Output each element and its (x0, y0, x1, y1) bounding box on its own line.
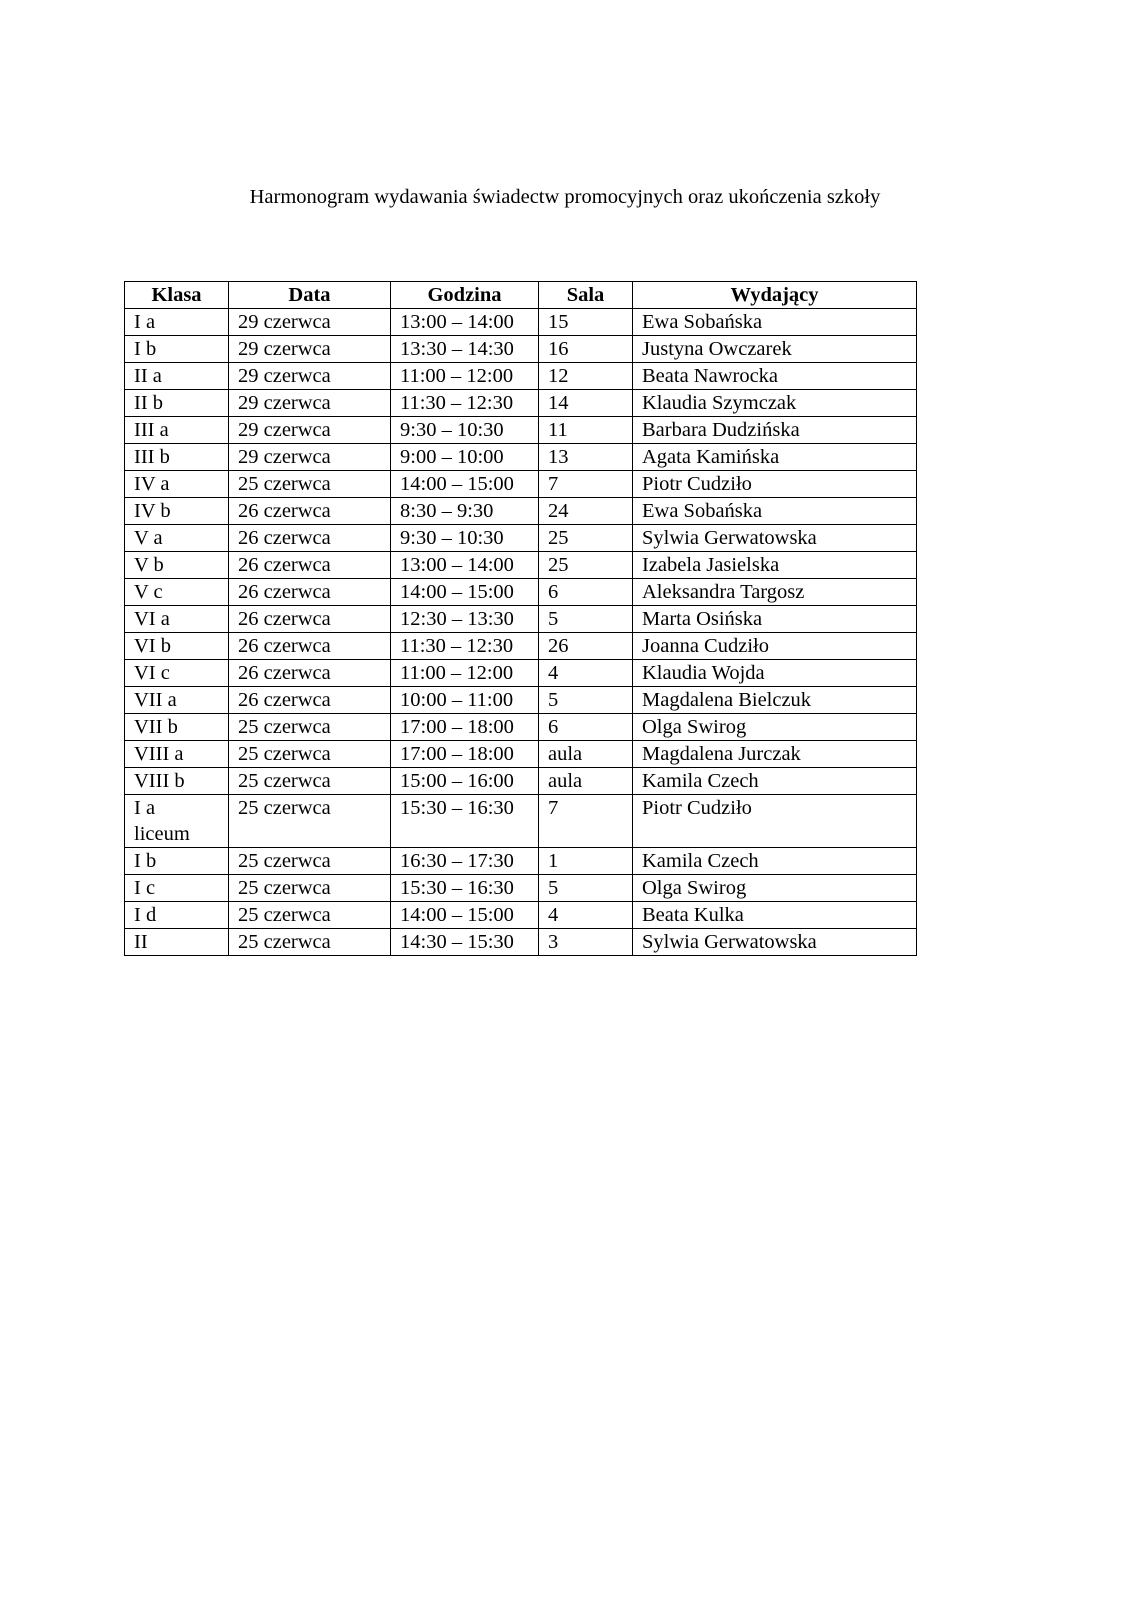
cell-sala: 12 (539, 363, 633, 390)
cell-sala: 26 (539, 633, 633, 660)
cell-sala: 5 (539, 875, 633, 902)
cell-data: 25 czerwca (229, 795, 391, 848)
cell-data: 29 czerwca (229, 417, 391, 444)
table-row (125, 309, 917, 336)
cell-sala: 1 (539, 848, 633, 875)
cell-data: 26 czerwca (229, 552, 391, 579)
cell-data: 29 czerwca (229, 390, 391, 417)
cell-godzina: 12:30 – 13:30 (391, 606, 539, 633)
table-row (125, 444, 917, 471)
table-row (125, 498, 917, 525)
cell-data: 26 czerwca (229, 498, 391, 525)
cell-wydajacy: Justyna Owczarek (633, 336, 917, 363)
cell-godzina: 11:30 – 12:30 (391, 633, 539, 660)
cell-klasa: VIII a (125, 741, 229, 768)
cell-klasa: II a (125, 363, 229, 390)
cell-klasa: VI c (125, 660, 229, 687)
table-row (125, 525, 917, 552)
cell-godzina: 15:30 – 16:30 (391, 875, 539, 902)
header-wydajacy: Wydający (633, 282, 917, 309)
header-klasa: Klasa (125, 282, 229, 309)
cell-sala: 4 (539, 902, 633, 929)
table-row (125, 795, 917, 848)
table-row (125, 336, 917, 363)
cell-wydajacy: Magdalena Bielczuk (633, 687, 917, 714)
table-row (125, 633, 917, 660)
cell-data: 29 czerwca (229, 444, 391, 471)
page-title: Harmonogram wydawania świadectw promocyjnych oraz ukończenia szkoły (249, 186, 881, 208)
table-row (125, 768, 917, 795)
table-row (125, 579, 917, 606)
cell-sala: 7 (539, 795, 633, 848)
cell-klasa: III a (125, 417, 229, 444)
cell-wydajacy: Ewa Sobańska (633, 498, 917, 525)
cell-godzina: 15:00 – 16:00 (391, 768, 539, 795)
cell-godzina: 17:00 – 18:00 (391, 741, 539, 768)
cell-data: 25 czerwca (229, 875, 391, 902)
cell-data: 26 czerwca (229, 660, 391, 687)
cell-klasa: VIII b (125, 768, 229, 795)
cell-wydajacy: Aleksandra Targosz (633, 579, 917, 606)
cell-wydajacy: Magdalena Jurczak (633, 741, 917, 768)
cell-klasa: V c (125, 579, 229, 606)
cell-klasa: I c (125, 875, 229, 902)
cell-sala: 16 (539, 336, 633, 363)
cell-data: 29 czerwca (229, 363, 391, 390)
cell-wydajacy: Olga Swirog (633, 875, 917, 902)
cell-godzina: 8:30 – 9:30 (391, 498, 539, 525)
cell-klasa: VI b (125, 633, 229, 660)
cell-data: 26 czerwca (229, 687, 391, 714)
cell-sala: 6 (539, 714, 633, 741)
table-row (125, 929, 917, 956)
table-row (125, 363, 917, 390)
cell-godzina: 14:30 – 15:30 (391, 929, 539, 956)
cell-data: 25 czerwca (229, 741, 391, 768)
cell-data: 26 czerwca (229, 525, 391, 552)
cell-godzina: 14:00 – 15:00 (391, 579, 539, 606)
cell-data: 25 czerwca (229, 929, 391, 956)
table-row (125, 848, 917, 875)
cell-data: 29 czerwca (229, 336, 391, 363)
cell-klasa: I a liceum (125, 795, 229, 848)
cell-data: 29 czerwca (229, 309, 391, 336)
cell-wydajacy: Beata Nawrocka (633, 363, 917, 390)
cell-data: 26 czerwca (229, 633, 391, 660)
cell-wydajacy: Sylwia Gerwatowska (633, 929, 917, 956)
header-sala: Sala (539, 282, 633, 309)
cell-sala: 6 (539, 579, 633, 606)
table-row (125, 471, 917, 498)
table-body (125, 309, 917, 956)
cell-godzina: 15:30 – 16:30 (391, 795, 539, 848)
header-data: Data (229, 282, 391, 309)
cell-klasa: V a (125, 525, 229, 552)
cell-godzina: 13:30 – 14:30 (391, 336, 539, 363)
table-header-row (125, 282, 917, 309)
cell-klasa: VII b (125, 714, 229, 741)
cell-klasa: V b (125, 552, 229, 579)
cell-godzina: 11:00 – 12:00 (391, 660, 539, 687)
cell-godzina: 9:00 – 10:00 (391, 444, 539, 471)
table-row (125, 687, 917, 714)
cell-sala: 7 (539, 471, 633, 498)
cell-godzina: 11:00 – 12:00 (391, 363, 539, 390)
cell-sala: 13 (539, 444, 633, 471)
cell-sala: aula (539, 768, 633, 795)
cell-wydajacy: Agata Kamińska (633, 444, 917, 471)
cell-wydajacy: Kamila Czech (633, 848, 917, 875)
table-row (125, 875, 917, 902)
cell-wydajacy: Olga Swirog (633, 714, 917, 741)
cell-data: 25 czerwca (229, 902, 391, 929)
cell-wydajacy: Klaudia Wojda (633, 660, 917, 687)
cell-sala: 14 (539, 390, 633, 417)
table-row (125, 417, 917, 444)
cell-godzina: 9:30 – 10:30 (391, 417, 539, 444)
table-row (125, 714, 917, 741)
cell-data: 25 czerwca (229, 714, 391, 741)
cell-wydajacy: Ewa Sobańska (633, 309, 917, 336)
cell-klasa: I b (125, 336, 229, 363)
cell-wydajacy: Piotr Cudziło (633, 795, 917, 848)
cell-sala: 5 (539, 687, 633, 714)
cell-godzina: 14:00 – 15:00 (391, 471, 539, 498)
cell-godzina: 17:00 – 18:00 (391, 714, 539, 741)
cell-data: 26 czerwca (229, 579, 391, 606)
table-row (125, 552, 917, 579)
cell-wydajacy: Piotr Cudziło (633, 471, 917, 498)
cell-klasa: III b (125, 444, 229, 471)
cell-sala: 5 (539, 606, 633, 633)
cell-sala: 24 (539, 498, 633, 525)
cell-godzina: 14:00 – 15:00 (391, 902, 539, 929)
cell-data: 25 czerwca (229, 471, 391, 498)
cell-wydajacy: Joanna Cudziło (633, 633, 917, 660)
header-godzina: Godzina (391, 282, 539, 309)
cell-klasa: VI a (125, 606, 229, 633)
cell-sala: 11 (539, 417, 633, 444)
cell-sala: aula (539, 741, 633, 768)
table-row (125, 902, 917, 929)
cell-klasa: II b (125, 390, 229, 417)
cell-wydajacy: Marta Osińska (633, 606, 917, 633)
cell-klasa: II (125, 929, 229, 956)
cell-klasa: IV a (125, 471, 229, 498)
cell-data: 25 czerwca (229, 848, 391, 875)
cell-klasa: I a (125, 309, 229, 336)
cell-sala: 15 (539, 309, 633, 336)
cell-godzina: 13:00 – 14:00 (391, 552, 539, 579)
cell-data: 26 czerwca (229, 606, 391, 633)
cell-godzina: 9:30 – 10:30 (391, 525, 539, 552)
schedule-table (124, 281, 917, 956)
table-row (125, 741, 917, 768)
cell-wydajacy: Barbara Dudzińska (633, 417, 917, 444)
cell-data: 25 czerwca (229, 768, 391, 795)
cell-klasa: I b (125, 848, 229, 875)
cell-godzina: 10:00 – 11:00 (391, 687, 539, 714)
table-row (125, 660, 917, 687)
cell-wydajacy: Klaudia Szymczak (633, 390, 917, 417)
table-row (125, 390, 917, 417)
cell-wydajacy: Sylwia Gerwatowska (633, 525, 917, 552)
cell-wydajacy: Izabela Jasielska (633, 552, 917, 579)
cell-sala: 25 (539, 552, 633, 579)
cell-sala: 3 (539, 929, 633, 956)
cell-godzina: 13:00 – 14:00 (391, 309, 539, 336)
cell-wydajacy: Beata Kulka (633, 902, 917, 929)
cell-sala: 25 (539, 525, 633, 552)
cell-wydajacy: Kamila Czech (633, 768, 917, 795)
cell-sala: 4 (539, 660, 633, 687)
cell-klasa: VII a (125, 687, 229, 714)
cell-godzina: 16:30 – 17:30 (391, 848, 539, 875)
cell-klasa: I d (125, 902, 229, 929)
cell-godzina: 11:30 – 12:30 (391, 390, 539, 417)
cell-klasa: IV b (125, 498, 229, 525)
table-row (125, 606, 917, 633)
